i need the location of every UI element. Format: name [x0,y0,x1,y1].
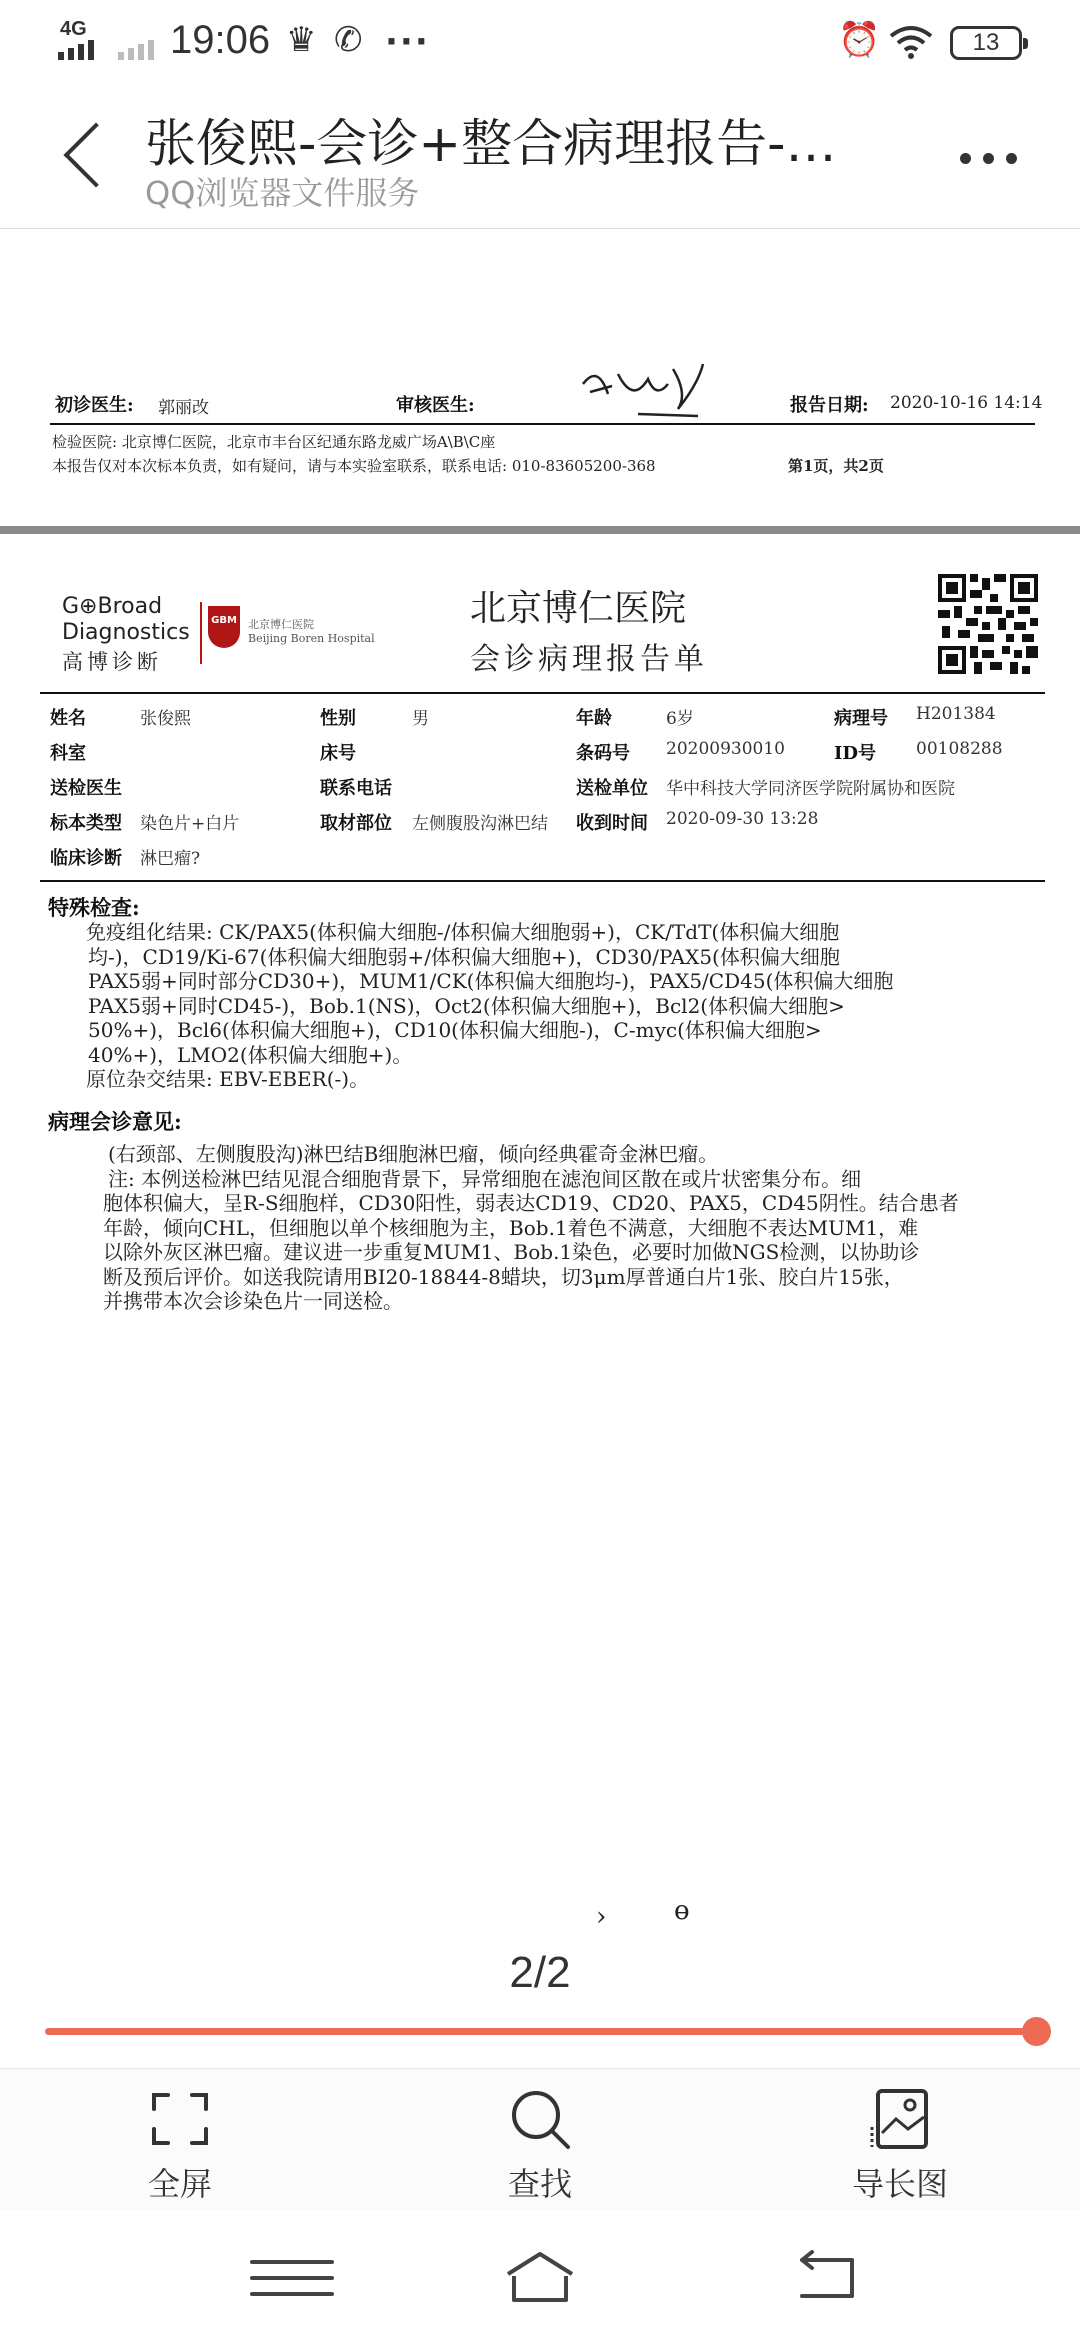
pathology-no-value: H201384 [916,704,996,724]
review-doctor-label: 审核医生: [396,395,475,416]
age-value: 6岁 [666,709,694,729]
specimen-type-value: 染色片+白片 [140,814,240,834]
document-page-1 [0,229,1080,526]
progress-handle[interactable] [1022,2017,1051,2046]
signal-icon [58,40,94,60]
alarm-icon: ⏰ [838,20,881,60]
text-line: 断及预后评价。如送我院请用BI20-18844-8蜡块，切3μm厚普通白片1张、胶白片15张， [103,1264,904,1289]
battery-indicator [950,26,1022,60]
find-button[interactable] [440,2087,640,2207]
text-line: 50%+)，Bcl6(体积偏大细胞+)，CD10(体积偏大细胞-)，C-myc(体积偏大细胞> [88,1018,822,1042]
bed-label: 床号 [320,743,356,764]
text-line: 年龄，倾向CHL，但细胞以单个核细胞为主，Bob.1着色不满意，大细胞不表达MUM1，难 [103,1215,919,1240]
more-status-icon: ··· [385,22,430,62]
gbm-chinese: 北京博仁医院 [248,618,314,631]
footer-rule [50,423,1035,425]
page-progress-slider[interactable] [45,2028,1037,2035]
clinical-diagnosis-value: 淋巴瘤? [140,849,201,869]
page-info: 第1页，共2页 [788,457,884,475]
name-value: 张俊熙 [140,709,191,729]
age-label: 年龄 [576,708,612,729]
site-value: 左侧腹股沟淋巴结 [412,814,548,834]
more-dot-icon [960,153,971,164]
text-line: 原位杂交结果: EBV-EBER(-)。 [86,1067,370,1091]
clinical-diagnosis-label: 临床诊断 [50,848,122,869]
logo-chinese: 高博诊断 [62,650,162,674]
report-date-value: 2020-10-16 14:14 [890,393,1043,413]
progress-fill [45,2028,1037,2035]
gbm-logo-icon: GBM [208,606,240,648]
bottom-toolbar [0,2068,1080,2210]
sex-label: 性别 [320,708,356,729]
menu-icon[interactable] [232,2248,352,2308]
barcode-value: 20200930010 [666,739,785,759]
qr-code-icon [938,574,1038,674]
page-divider [0,526,1080,534]
form-title: 会诊病理报告单 [470,642,708,677]
fullscreen-label: 全屏 [147,2165,212,2203]
status-bar [0,0,1080,80]
document-title: 张俊熙-会诊+整合病理报告-… [145,115,837,174]
site-label: 取材部位 [320,813,392,834]
text-line: 免疫组化结果: CK/PAX5(体积偏大细胞-/体积偏大细胞弱+)，CK/TdT(体积偏大细胞 [86,920,840,944]
id-label: ID号 [834,743,877,764]
doctor-signature [578,354,708,424]
crown-icon: ♛ [286,20,317,60]
gbm-english: Beijing Boren Hospital [248,632,375,645]
phone-icon: ✆ [334,20,363,60]
sender-unit-label: 送检单位 [576,778,648,799]
wifi-icon [888,22,934,60]
disclaimer-line: 本报告仅对本次标本负责，如有疑问，请与本实验室联系，联系电话: 010-83605200-368 [52,457,656,475]
first-doctor-label: 初诊医生: [55,395,134,416]
special-exam-text [88,920,893,1092]
sender-unit-value: 华中科技大学同济医学院附属协和医院 [666,779,955,799]
logo-line-1: G⊕Broad [62,594,163,619]
home-icon[interactable] [480,2248,600,2308]
text-line: 均-)，CD19/Ki-67(体积偏大细胞弱+/体积偏大细胞+)，CD30/PAX5(体积偏大细胞 [88,944,840,969]
fullscreen-icon [148,2087,212,2151]
name-label: 姓名 [50,708,86,729]
received-time-label: 收到时间 [576,813,648,834]
text-line: PAX5弱+同时CD45-)，Bob.1(NS)，Oct2(体积偏大细胞+)，Bcl2(体积偏大细胞> [88,993,845,1018]
pen-mark: ɵ [674,1896,690,1926]
barcode-label: 条码号 [576,743,630,764]
document-subtitle: QQ浏览器文件服务 [145,174,420,212]
dept-label: 科室 [50,743,86,764]
export-long-image-button[interactable] [800,2087,1000,2207]
text-line: 40%+)，LMO2(体积偏大细胞+)。 [88,1042,413,1067]
received-time-value: 2020-09-30 13:28 [666,809,819,829]
text-line: (右颈部、左侧腹股沟)淋巴结B细胞淋巴瘤，倾向经典霍奇金淋巴瘤。 [108,1142,719,1166]
sender-doctor-label: 送检医生 [50,778,122,799]
pathology-opinion-text [103,1142,959,1314]
text-line: PAX5弱+同时部分CD30+)，MUM1/CK(体积偏大细胞均-)，PAX5/CD45(体积偏大细胞 [88,969,894,993]
text-line: 并携带本次会诊染色片一同送检。 [103,1289,403,1313]
search-icon [508,2087,572,2151]
fullscreen-button[interactable] [80,2087,280,2207]
battery-level: 13 [972,29,1000,56]
info-table-bottom-rule [40,880,1045,882]
gobroad-logo [62,594,190,676]
signal-2-icon [118,40,154,60]
specimen-type-label: 标本类型 [50,813,122,834]
more-menu-button[interactable] [960,138,1040,178]
pathology-no-label: 病理号 [834,708,888,729]
pathology-opinion-title: 病理会诊意见: [48,1109,182,1134]
logo-line-2: Diagnostics [62,620,190,645]
chevron-left-icon [63,122,128,187]
text-line: 以除外灰区淋巴瘤。建议进一步重复MUM1、Bob.1染色，必要时加做NGS检测，以协助诊 [103,1240,920,1264]
back-button[interactable] [55,118,115,198]
find-label: 查找 [507,2165,572,2203]
page-indicator: 2/2 [509,1948,571,1997]
logo-divider [200,602,202,664]
document-page-2 [0,534,1080,1944]
special-exam-title: 特殊检查: [48,895,140,920]
text-line: 注: 本例送检淋巴结见混合细胞背景下，异常细胞在滤泡间区散在或片状密集分布。细 [108,1166,862,1191]
title-bar [0,80,1080,228]
pen-mark: › [596,1902,607,1932]
phone-label: 联系电话 [320,778,392,799]
first-doctor-value: 郭丽改 [158,398,209,418]
info-table-top-rule [40,692,1045,694]
back-nav-icon[interactable] [762,2248,882,2308]
more-dot-icon [983,153,994,164]
text-line: 胞体积偏大，呈R-S细胞样，CD30阳性，弱表达CD19、CD20、PAX5，CD45阴性。结合患者 [103,1191,959,1215]
report-date-label: 报告日期: [790,395,869,416]
more-dot-icon [1006,153,1017,164]
clock: 19:06 [170,18,271,62]
long-image-icon [868,2087,932,2151]
export-long-image-label: 导长图 [851,2165,948,2203]
sex-value: 男 [412,709,429,729]
gbm-text [248,618,375,646]
test-hospital-line: 检验医院: 北京博仁医院，北京市丰台区纪通东路龙威广场A\B\C座 [52,433,496,451]
id-value: 00108288 [916,739,1003,759]
network-type: 4G [60,18,87,40]
system-nav-bar [0,2210,1080,2340]
hospital-name: 北京博仁医院 [470,588,687,629]
